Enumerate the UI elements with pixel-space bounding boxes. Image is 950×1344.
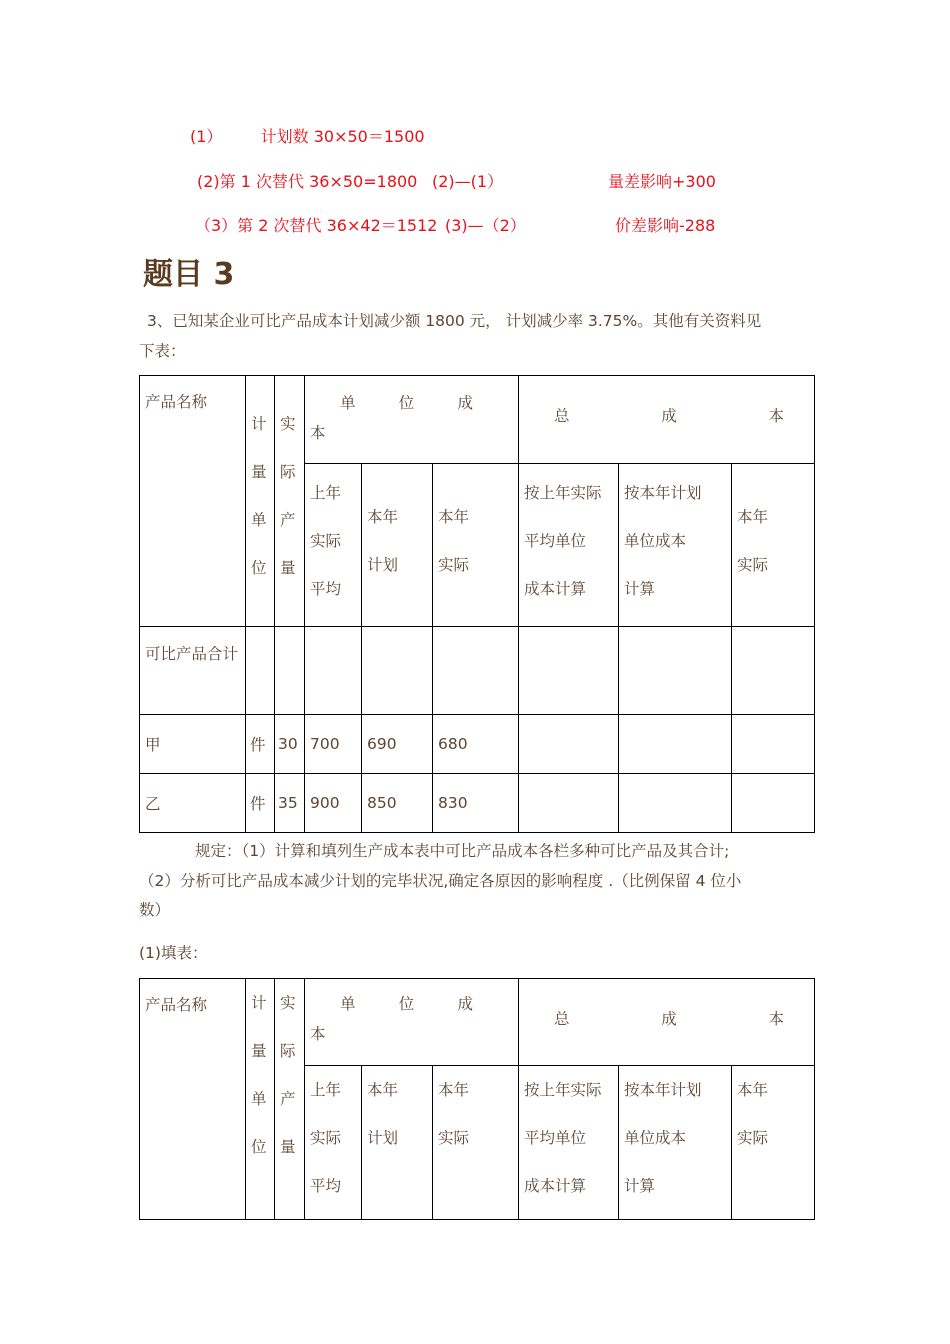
calc-step-label: (1） <box>190 127 223 146</box>
section-heading: 题目 3 <box>143 257 235 292</box>
header-qty: 实 际 产 量 <box>275 979 305 1220</box>
header-this-year-plan: 本年 计划 <box>362 1066 433 1220</box>
header-last-year-avg: 上年 实际 平均 <box>305 1066 362 1220</box>
header-last-year-avg: 上年 实际 平均 <box>305 464 362 627</box>
header-by-last-year: 按上年实际 平均单位 成本计算 <box>519 1066 619 1220</box>
calc-effect: 量差影响+300 <box>608 172 716 191</box>
row-plan: 850 <box>362 774 433 833</box>
rules-line-3: 数） <box>139 901 171 919</box>
calc-line-2 <box>197 169 417 192</box>
data-table <box>139 375 815 833</box>
header-unit: 计 量 单 位 <box>246 376 275 627</box>
intro-line-1: 3、已知某企业可比产品成本计划减少额 1800 元， 计划减少率 3.75%。其他有关资料见 <box>147 312 762 330</box>
header-by-plan: 按本年计划 单位成本 计算 <box>619 464 732 627</box>
header-unit-cost: 单 位 成 本 <box>305 979 519 1066</box>
calc-effect: 价差影响-288 <box>615 216 716 235</box>
calc-formula: (2)第 1 次替代 36×50=1800 <box>197 172 418 191</box>
calc-diff: (2)—(1） <box>432 172 504 191</box>
row-last-year-avg: 700 <box>305 715 362 774</box>
header-unit-cost: 单 位 成 本 <box>305 376 519 464</box>
calc-formula: 计划数 30×50＝1500 <box>260 127 425 146</box>
row-actual: 830 <box>433 774 519 833</box>
fill-label: (1)填表： <box>139 944 208 962</box>
row-unit: 件 <box>246 774 275 833</box>
calc-line-1 <box>190 124 425 147</box>
rules-line-1: 规定：（1）计算和填列生产成本表中可比产品成本各栏多种可比产品及其合计; <box>195 842 730 860</box>
calc-formula: （3）第 2 次替代 36×42＝1512 <box>195 216 438 235</box>
header-this-year-actual: 本年 实际 <box>433 1066 519 1220</box>
fill-table <box>139 978 815 1220</box>
row-actual: 680 <box>433 715 519 774</box>
header-this-year-actual: 本年 实际 <box>433 464 519 627</box>
header-qty: 实 际 产 量 <box>275 376 305 627</box>
row-unit: 件 <box>246 715 275 774</box>
rules-line-2: （2）分析可比产品成本减少计划的完毕状况,确定各原因的影响程度 .（比例保留 4 位小 <box>139 872 742 890</box>
table-row <box>140 774 815 833</box>
header-by-plan: 按本年计划 单位成本 计算 <box>619 1066 732 1220</box>
row-name: 乙 <box>140 774 246 833</box>
header-unit: 计 量 单 位 <box>246 979 275 1220</box>
intro-line-2: 下表： <box>139 342 186 360</box>
header-total-cost: 总 成 本 <box>519 376 815 464</box>
row-last-year-avg: 900 <box>305 774 362 833</box>
header-this-year-plan: 本年 计划 <box>362 464 433 627</box>
row-qty: 30 <box>275 715 305 774</box>
table-row <box>140 715 815 774</box>
header-total-cost: 总 成 本 <box>519 979 815 1066</box>
calc-diff: (3)—（2） <box>445 216 526 235</box>
row-qty: 35 <box>275 774 305 833</box>
header-total-actual: 本年 实际 <box>732 1066 815 1220</box>
header-product-name: 产品名称 <box>140 979 246 1220</box>
row-name: 可比产品合计 <box>140 627 246 715</box>
header-total-actual: 本年 实际 <box>732 464 815 627</box>
table-row <box>140 627 815 715</box>
header-product-name: 产品名称 <box>140 376 246 627</box>
header-by-last-year: 按上年实际 平均单位 成本计算 <box>519 464 619 627</box>
row-plan: 690 <box>362 715 433 774</box>
row-name: 甲 <box>140 715 246 774</box>
